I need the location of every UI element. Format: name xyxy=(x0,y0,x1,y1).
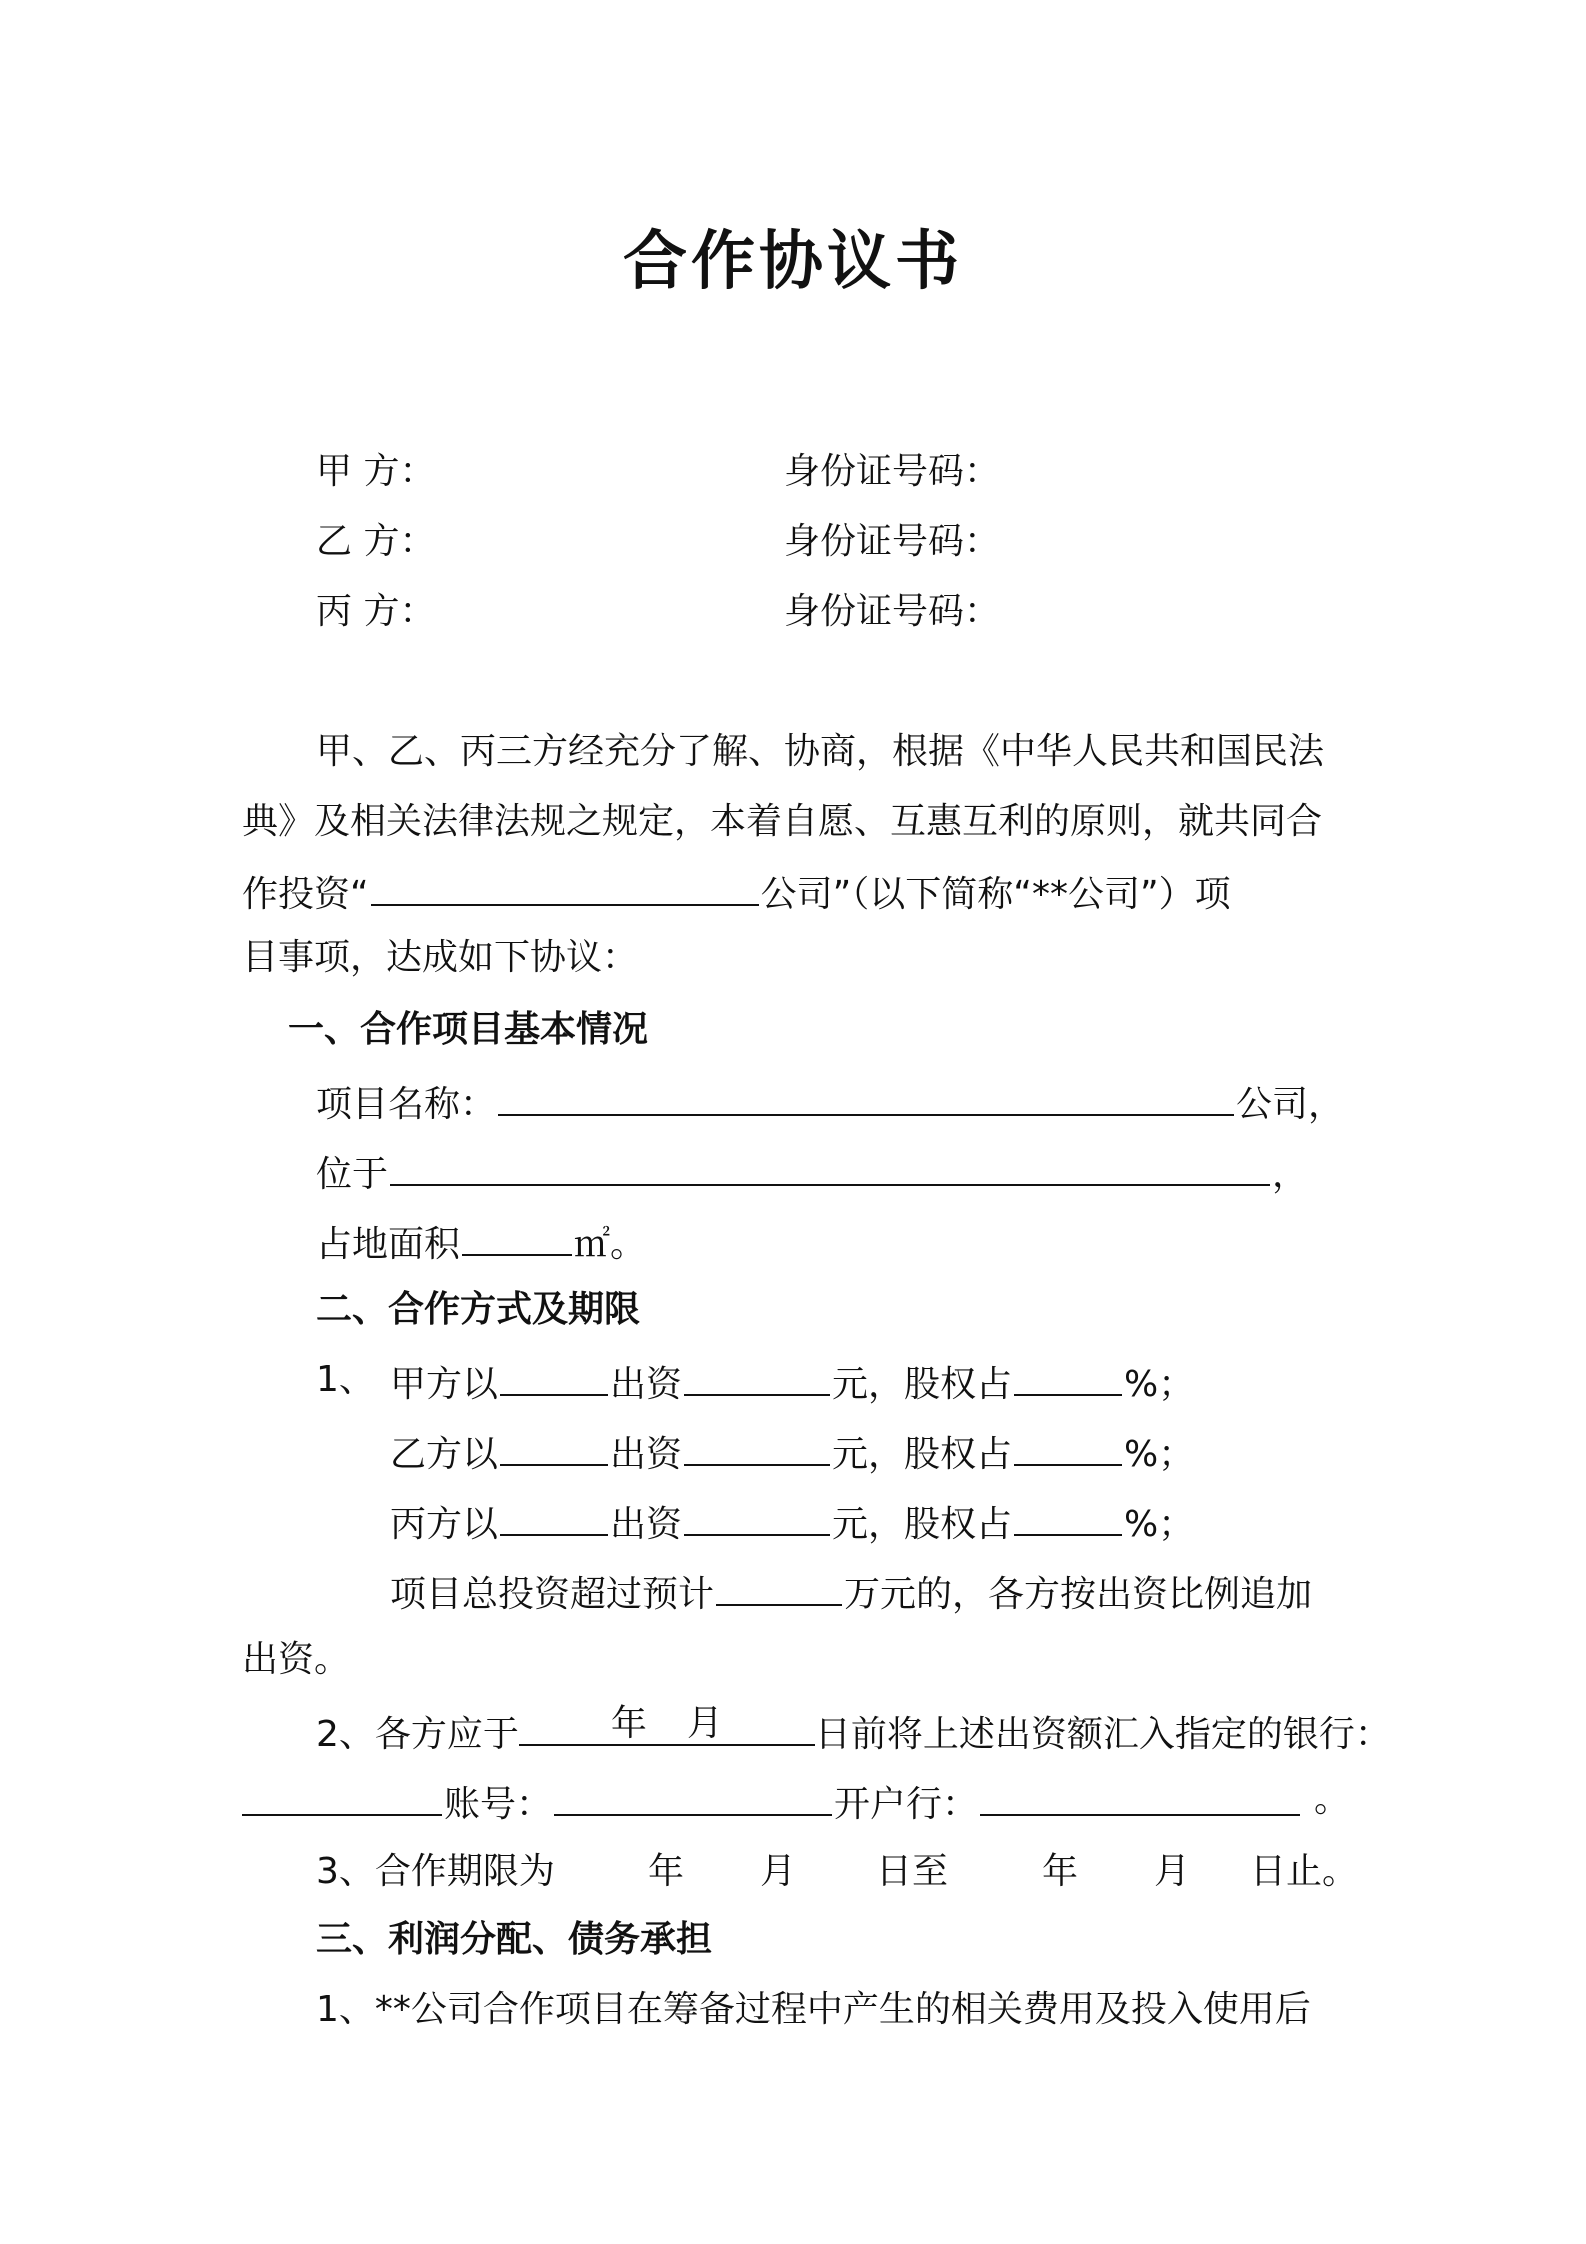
item-2-line xyxy=(316,1704,1391,1756)
party-b-label: 乙 方： xyxy=(316,521,436,562)
contribution-c-yuan-label: 元，股权占 xyxy=(832,1504,1013,1545)
overrun-end: 万元的，各方按出资比例追加 xyxy=(844,1574,1313,1615)
contribution-a-pct-label: %； xyxy=(1124,1364,1195,1405)
document-title: 合作协议书 xyxy=(623,225,963,299)
overrun-line xyxy=(390,1564,1312,1616)
project-name-suffix: 公司， xyxy=(1236,1084,1345,1125)
party-c-label: 丙 方： xyxy=(316,591,436,632)
bank-account-name-blank[interactable] xyxy=(242,1774,442,1816)
party-b-id-label: 身份证号码： xyxy=(784,521,1001,562)
section-3-item-1: 1、**公司合作项目在筹备过程中产生的相关费用及投入使用后 xyxy=(316,1989,1311,2030)
term-end-year: 年 xyxy=(1042,1851,1079,1892)
contribution-c-method-blank[interactable] xyxy=(500,1494,608,1536)
deposit-year-label: 年 xyxy=(610,1703,647,1744)
party-a-id-label: 身份证号码： xyxy=(784,451,1001,492)
item-1-number: 1、 xyxy=(316,1359,375,1400)
bank-label: 开户行： xyxy=(834,1784,979,1825)
overrun-start: 项目总投资超过预计 xyxy=(390,1574,715,1615)
contribution-b-pct-label: %； xyxy=(1124,1434,1195,1475)
term-end-day: 日止。 xyxy=(1250,1851,1359,1892)
contribution-b-invest-label: 出资 xyxy=(610,1434,683,1475)
contribution-row-c xyxy=(390,1494,1194,1546)
item-3-start: 3、合作期限为 xyxy=(316,1851,555,1892)
account-label: 账号： xyxy=(444,1784,553,1825)
contribution-c-amount-blank[interactable] xyxy=(684,1494,830,1536)
contribution-c-pct-label: %； xyxy=(1124,1504,1195,1545)
preamble-line-3 xyxy=(242,864,1231,916)
preamble-line-2: 典》及相关法律法规之规定，本着自愿、互惠互利的原则，就共同合 xyxy=(242,801,1323,842)
contribution-party-a: 甲方以 xyxy=(390,1364,499,1405)
contribution-party-c: 丙方以 xyxy=(390,1504,499,1545)
bank-line xyxy=(242,1774,1302,1826)
area-line xyxy=(316,1214,646,1266)
contribution-a-invest-label: 出资 xyxy=(610,1364,683,1405)
contribution-a-method-blank[interactable] xyxy=(500,1354,608,1396)
deposit-date-blank[interactable] xyxy=(519,1704,815,1746)
item-2-end: 日前将上述出资额汇入指定的银行： xyxy=(814,1714,1391,1755)
party-a-label: 甲 方： xyxy=(316,451,436,492)
account-number-blank[interactable] xyxy=(554,1774,832,1816)
preamble-line-3-start: 作投资“ xyxy=(242,874,369,915)
party-c-id-label: 身份证号码： xyxy=(784,591,1001,632)
contribution-c-pct-blank[interactable] xyxy=(1014,1494,1122,1536)
section-1-heading: 一、合作项目基本情况 xyxy=(288,1009,649,1050)
overrun-continuation: 出资。 xyxy=(242,1639,351,1680)
section-3-heading: 三、利润分配、债务承担 xyxy=(316,1919,713,1960)
item-2-start: 2、各方应于 xyxy=(316,1714,519,1755)
area-unit: ㎡。 xyxy=(574,1224,647,1265)
contribution-b-method-blank[interactable] xyxy=(500,1424,608,1466)
term-start-year: 年 xyxy=(648,1851,685,1892)
contribution-row-a xyxy=(390,1354,1194,1406)
section-2-heading: 二、合作方式及期限 xyxy=(316,1289,641,1330)
company-name-blank[interactable] xyxy=(371,864,759,906)
contribution-b-yuan-label: 元，股权占 xyxy=(832,1434,1013,1475)
contribution-c-invest-label: 出资 xyxy=(610,1504,683,1545)
area-label: 占地面积 xyxy=(316,1224,461,1265)
term-start-month: 月 xyxy=(760,1851,797,1892)
location-line xyxy=(316,1144,1308,1196)
term-end-month: 月 xyxy=(1154,1851,1191,1892)
contribution-party-b: 乙方以 xyxy=(390,1434,499,1475)
contribution-a-yuan-label: 元，股权占 xyxy=(832,1364,1013,1405)
term-start-day: 日至 xyxy=(876,1851,949,1892)
contribution-a-amount-blank[interactable] xyxy=(684,1354,830,1396)
contribution-row-b xyxy=(390,1424,1194,1476)
preamble-line-1: 甲、乙、丙三方经充分了解、协商，根据《中华人民共和国民法 xyxy=(316,731,1325,772)
preamble-line-3-end: 公司”（以下简称“**公司”）项 xyxy=(760,874,1231,915)
project-name-label: 项目名称： xyxy=(316,1084,497,1125)
location-label: 位于 xyxy=(316,1154,389,1195)
contribution-a-pct-blank[interactable] xyxy=(1014,1354,1122,1396)
bank-name-blank[interactable] xyxy=(980,1774,1300,1816)
location-blank[interactable] xyxy=(390,1144,1270,1186)
bank-line-end: 。 xyxy=(1314,1779,1351,1820)
project-name-blank[interactable] xyxy=(498,1074,1234,1116)
location-suffix: ， xyxy=(1272,1154,1309,1195)
deposit-month-label: 月 xyxy=(686,1703,723,1744)
area-blank[interactable] xyxy=(462,1214,572,1256)
project-name-line xyxy=(316,1074,1344,1126)
overrun-amount-blank[interactable] xyxy=(716,1564,842,1606)
contribution-b-pct-blank[interactable] xyxy=(1014,1424,1122,1466)
contribution-b-amount-blank[interactable] xyxy=(684,1424,830,1466)
preamble-line-4: 目事项，达成如下协议： xyxy=(242,937,639,978)
